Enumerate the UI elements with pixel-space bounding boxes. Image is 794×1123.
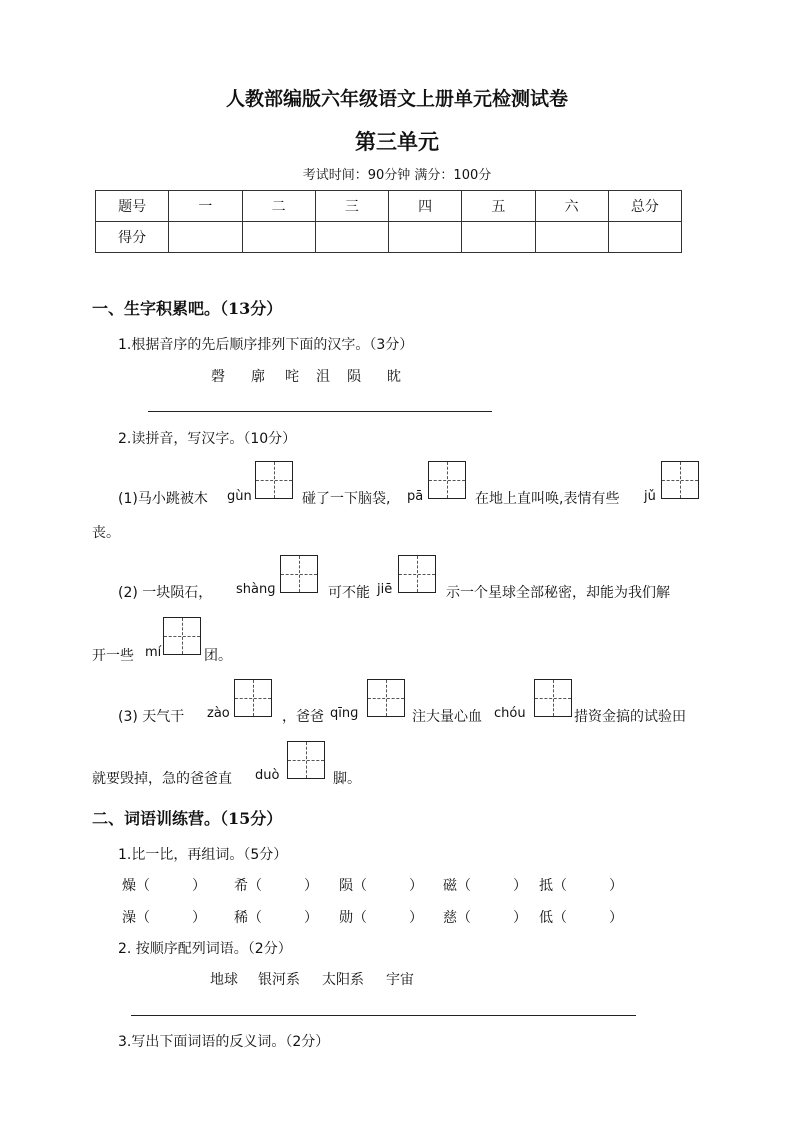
word-group-item[interactable]: 抵（ ） [539,878,623,894]
answer-line[interactable] [131,1015,636,1016]
sentence-text: 注大量心血 [412,709,482,725]
sentence-text: 就要毁掉，急的爸爸直 [92,771,232,787]
word-group-item[interactable]: 燥（ ） [122,878,206,894]
section-2-heading: 二、词语训练营。（15分） [92,809,283,828]
score-input-cell[interactable] [389,222,462,253]
char-item: 磬 [211,369,225,385]
sentence-text: 可不能 [328,585,370,601]
sentence-text: (1)马小跳被木 [118,491,208,507]
sentence-text: 示一个星球全部秘密，却能为我们解 [446,585,670,601]
sentence-text: (2) 一块陨石， [118,585,213,601]
sentence-text: 丧。 [92,525,120,541]
word-group-item[interactable]: 澡（ ） [122,910,206,926]
character-writing-box[interactable] [280,555,318,593]
answer-line[interactable] [148,411,492,412]
word-item: 宇宙 [386,972,414,988]
pinyin-label: duò [255,768,280,783]
score-input-cell[interactable] [535,222,608,253]
score-table-score-row [96,222,682,253]
word-group-item[interactable]: 陨（ ） [339,878,423,894]
score-cell: 五 [462,191,535,222]
question-1-1-prompt: 1.根据音序的先后顺序排列下面的汉字。（3分） [118,337,414,353]
score-input-cell[interactable] [169,222,242,253]
character-writing-box[interactable] [428,461,466,499]
score-cell: 三 [315,191,388,222]
word-item: 地球 [210,972,238,988]
word-group-item[interactable]: 磁（ ） [443,878,527,894]
pinyin-label: jiē [377,582,393,597]
question-2-1-prompt: 1.比一比，再组词。（5分） [118,847,288,863]
char-item: 眈 [387,369,401,385]
question-2-3-prompt: 3.写出下面词语的反义词。（2分） [118,1034,330,1050]
exam-title: 人教部编版六年级语文上册单元检测试卷 [225,88,568,110]
pinyin-label: gùn [227,489,252,504]
score-cell: 四 [389,191,462,222]
sentence-text: 碰了一下脑袋, [302,491,391,507]
word-group-item[interactable]: 勋（ ） [339,910,423,926]
sentence-text: 在地上直叫唤,表情有些 [475,491,620,507]
score-table [95,190,682,253]
score-cell: 一 [169,191,242,222]
character-writing-box[interactable] [163,617,201,655]
character-writing-box[interactable] [287,741,325,779]
character-writing-box[interactable] [234,679,272,717]
char-item: 陨 [347,369,361,385]
character-writing-box[interactable] [255,461,293,499]
sentence-text: 团。 [204,648,232,664]
char-item: 沮 [316,369,330,385]
char-item: 廓 [251,369,265,385]
score-table-header-row [96,191,682,222]
score-cell: 得分 [96,222,169,253]
score-cell: 题号 [96,191,169,222]
character-writing-box[interactable] [398,555,436,593]
question-1-2-prompt: 2.读拼音，写汉字。（10分） [118,431,297,447]
sentence-text: 措资金搞的试验田 [574,709,686,725]
section-1-heading: 一、生字积累吧。（13分） [92,299,283,318]
char-item: 咤 [285,369,299,385]
sentence-text: ，爸爸 [282,709,324,725]
score-input-cell[interactable] [608,222,681,253]
pinyin-label: jǔ [644,489,656,504]
sentence-text: 开一些 [92,648,134,664]
word-group-item[interactable]: 希（ ） [234,878,318,894]
score-input-cell[interactable] [315,222,388,253]
pinyin-label: mí [145,645,162,660]
score-input-cell[interactable] [462,222,535,253]
word-group-item[interactable]: 稀（ ） [234,910,318,926]
score-cell: 二 [242,191,315,222]
score-cell: 总分 [608,191,681,222]
pinyin-label: zào [207,706,230,721]
word-item: 太阳系 [322,972,364,988]
word-group-item[interactable]: 慈（ ） [443,910,527,926]
sentence-text: (3) 天气干 [118,709,185,725]
sentence-text: 脚。 [333,771,361,787]
pinyin-label: shànɡ [236,582,276,597]
character-writing-box[interactable] [661,461,699,499]
pinyin-label: pā [407,489,424,504]
question-2-2-prompt: 2. 按顺序配列词语。（2分） [118,941,292,957]
pinyin-label: qīnɡ [330,706,359,721]
character-writing-box[interactable] [367,679,405,717]
word-item: 银河系 [258,972,300,988]
pinyin-label: chóu [494,706,526,721]
exam-meta: 考试时间：90分钟 满分：100分 [302,168,492,183]
score-input-cell[interactable] [242,222,315,253]
character-writing-box[interactable] [534,679,572,717]
word-group-item[interactable]: 低（ ） [539,910,623,926]
score-cell: 六 [535,191,608,222]
unit-title: 第三单元 [355,129,439,154]
